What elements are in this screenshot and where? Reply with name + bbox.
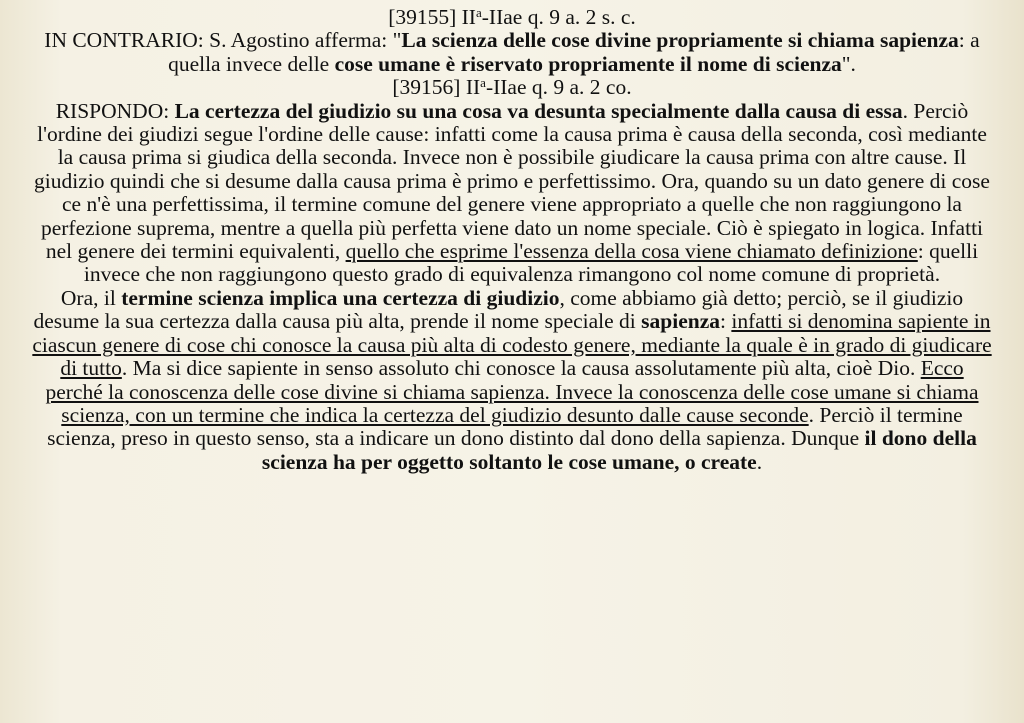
- bold-text: sapienza: [641, 309, 721, 334]
- paragraph-lead: RISPONDO:: [55, 98, 175, 123]
- paragraph-rispondo: [30, 100, 994, 287]
- underlined-text: Ecco perché la conoscenza delle cose divine si chiama sapienza. Invece la conoscenza delle cose umane si chiama scienza, con un termine che indica la certezza del giudizio desunto dalle cause seconde: [45, 356, 979, 427]
- bold-text: cose umane è riservato propriamente il nome di scienza: [334, 51, 842, 76]
- bold-text: il dono della scienza ha per oggetto soltanto le cose umane, o create: [261, 426, 977, 474]
- document-text: [30, 6, 994, 474]
- ref-superscript: a: [475, 5, 482, 20]
- paragraph-lead: IN CONTRARIO: S. Agostino afferma: ": [44, 28, 402, 53]
- ref-prefix: [39155] II: [388, 5, 476, 29]
- ref-suffix: -IIae q. 9 a. 2 s. c.: [481, 5, 636, 29]
- underlined-text: quello che esprime l'essenza della cosa viene chiamato definizione: [345, 239, 918, 264]
- plain-text: Ora, il: [60, 285, 122, 310]
- bold-text: La certezza del giudizio su una cosa va desunta specialmente dalla causa di essa: [174, 98, 903, 123]
- paragraph-in-contrario: [30, 29, 994, 76]
- plain-text: : quelli invece che non raggiungono questo grado di equivalenza rimangono col nome comune di proprietà.: [83, 239, 979, 287]
- plain-text: . Ma si dice sapiente in senso assoluto chi conosce la causa assolutamente più alta, cioè Dio.: [121, 356, 921, 381]
- plain-text: . Perciò l'ordine dei giudizi segue l'ordine delle cause: infatti come la causa prima è causa della seconda, così mediante la causa prima si giudica della seconda. Invece non è possibile giudicare la causa prima con altre cause. Il giudizio quindi che si desume dalla causa prima è primo e perfettissimo. Ora, quando su un dato genere di cose ce n'è una perfettissima, il termine comune del genere viene appropriato a quelle che non raggiungono la perfezione suprema, mentre a quella più perfetta viene dato un nome speciale. Ciò è spiegato in logica. Infatti nel genere dei termini equivalenti,: [34, 98, 990, 264]
- paragraph-ora: [30, 287, 994, 474]
- reference-39156: [30, 76, 994, 99]
- ref-suffix: -IIae q. 9 a. 2 co.: [485, 75, 632, 100]
- bold-text: La scienza delle cose divine propriamente si chiama sapienza: [401, 28, 959, 53]
- ref-prefix: [39156] II: [392, 75, 481, 100]
- plain-text: : a quella invece delle: [168, 28, 980, 76]
- ref-superscript: a: [480, 75, 486, 91]
- plain-text: . Perciò il termine scienza, preso in questo senso, sta a indicare un dono distinto dal dono della sapienza. Dunque: [47, 402, 963, 451]
- plain-text: , come abbiamo già detto; perciò, se il giudizio desume la sua certezza dalla causa più alta, prende il nome speciale di: [33, 285, 964, 334]
- plain-text: :: [720, 309, 732, 334]
- bold-text: termine scienza implica una certezza di giudizio: [121, 285, 560, 310]
- underlined-text: infatti si denomina sapiente in ciascun genere di cose chi conosce la causa più alta di codesto genere, mediante la quale è in grado di giudicare di tutto: [32, 309, 992, 381]
- plain-text: ".: [841, 51, 856, 76]
- plain-text: .: [756, 449, 763, 474]
- reference-39155: [30, 6, 994, 29]
